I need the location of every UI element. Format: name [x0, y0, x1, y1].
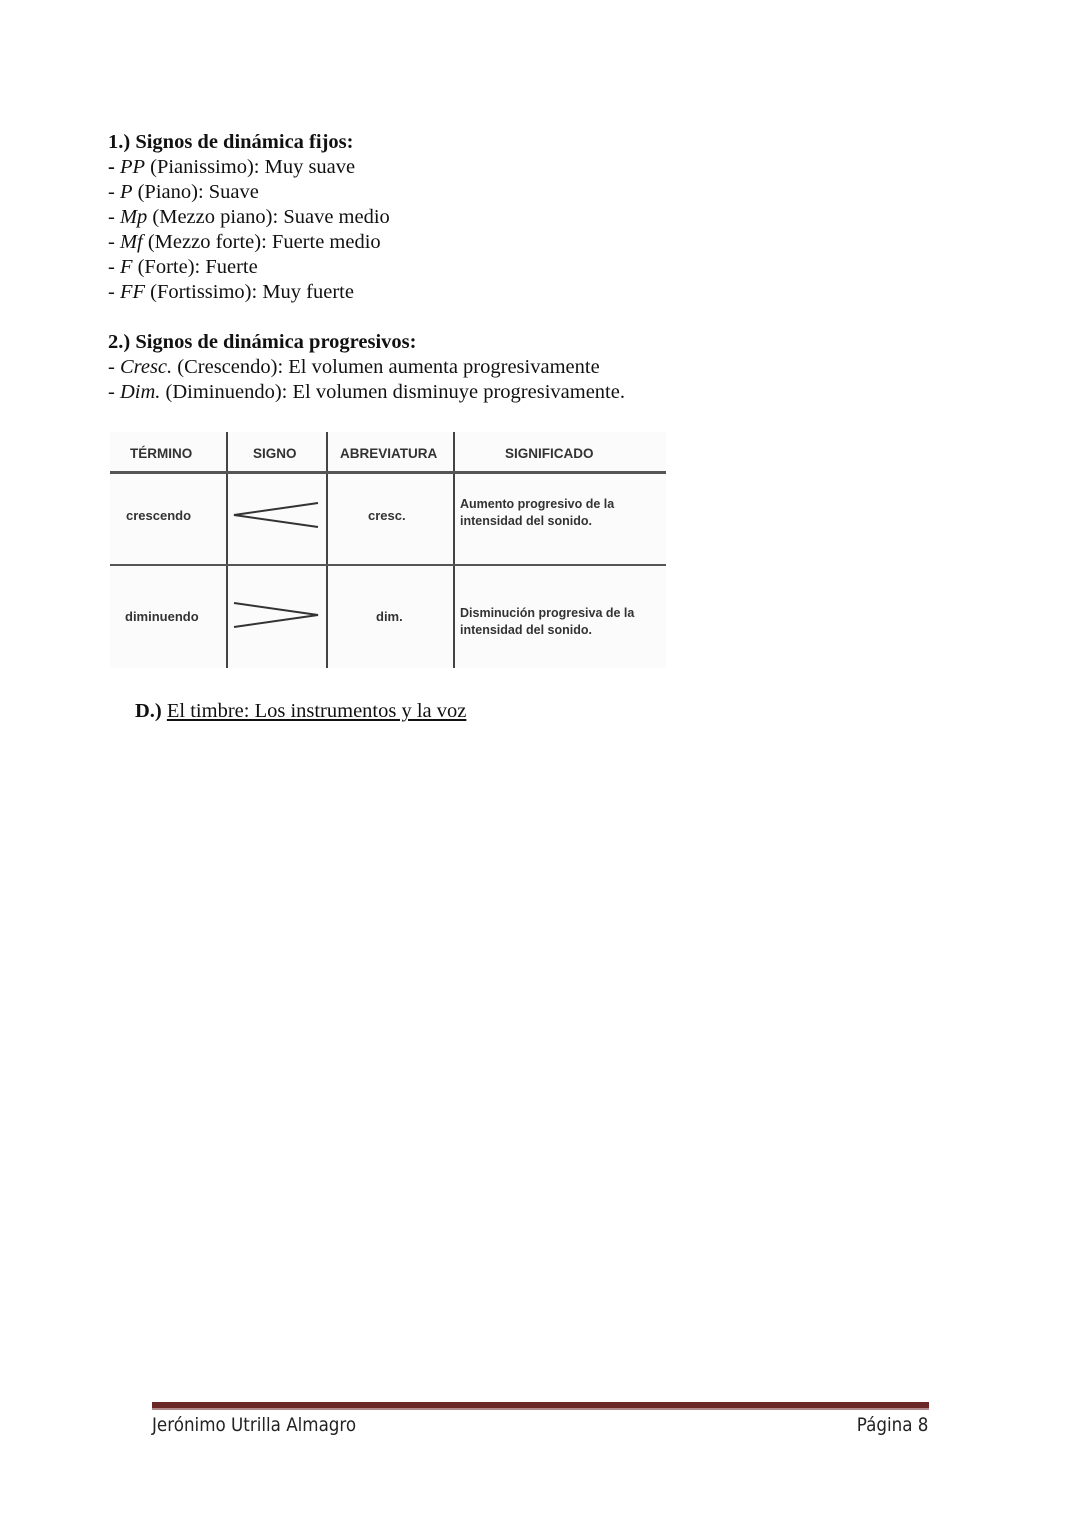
header-termino: TÉRMINO: [130, 446, 193, 461]
section-2-heading: 2.) Signos de dinámica progresivos:: [108, 331, 417, 353]
crescendo-hairpin-icon: [230, 500, 322, 530]
dynamic-item: - Cresc. (Crescendo): El volumen aumenta progresivamente: [108, 356, 600, 378]
header-abreviatura: ABREVIATURA: [340, 446, 438, 461]
column-divider: [226, 432, 228, 668]
header-divider: [110, 471, 666, 474]
section-1: [108, 130, 625, 405]
header-significado: SIGNIFICADO: [505, 446, 594, 461]
dynamic-item: - PP (Pianissimo): Muy suave: [108, 156, 356, 178]
dynamic-item: - Dim. (Diminuendo): El volumen disminuye progresivamente.: [108, 381, 625, 403]
term-crescendo: crescendo: [126, 508, 192, 523]
dynamics-table-image: [110, 432, 666, 668]
section-d-heading: D.) El timbre: Los instrumentos y la voz: [135, 700, 467, 722]
footer-divider: [152, 1402, 929, 1410]
column-divider: [326, 432, 328, 668]
footer-author: Jerónimo Utrilla Almagro: [152, 1414, 357, 1436]
abbr-cresc: cresc.: [368, 508, 406, 523]
dynamic-item: - FF (Fortissimo): Muy fuerte: [108, 281, 354, 303]
row-divider: [110, 564, 666, 566]
dynamic-item: - F (Forte): Fuerte: [108, 256, 258, 278]
meaning-diminuendo: Disminución progresiva de la intensidad del sonido.: [460, 606, 635, 637]
column-divider: [453, 432, 455, 668]
meaning-crescendo: Aumento progresivo de la intensidad del sonido.: [460, 497, 615, 528]
dynamic-item: - Mf (Mezzo forte): Fuerte medio: [108, 231, 381, 253]
diminuendo-hairpin-icon: [230, 600, 322, 630]
section-1-heading: 1.) Signos de dinámica fijos:: [108, 131, 354, 153]
header-signo: SIGNO: [253, 446, 297, 461]
term-diminuendo: diminuendo: [125, 609, 199, 624]
footer-page-number: Página 8: [856, 1414, 928, 1436]
dynamic-item: - Mp (Mezzo piano): Suave medio: [108, 206, 390, 228]
dynamic-item: - P (Piano): Suave: [108, 181, 259, 203]
abbr-dim: dim.: [376, 609, 403, 624]
